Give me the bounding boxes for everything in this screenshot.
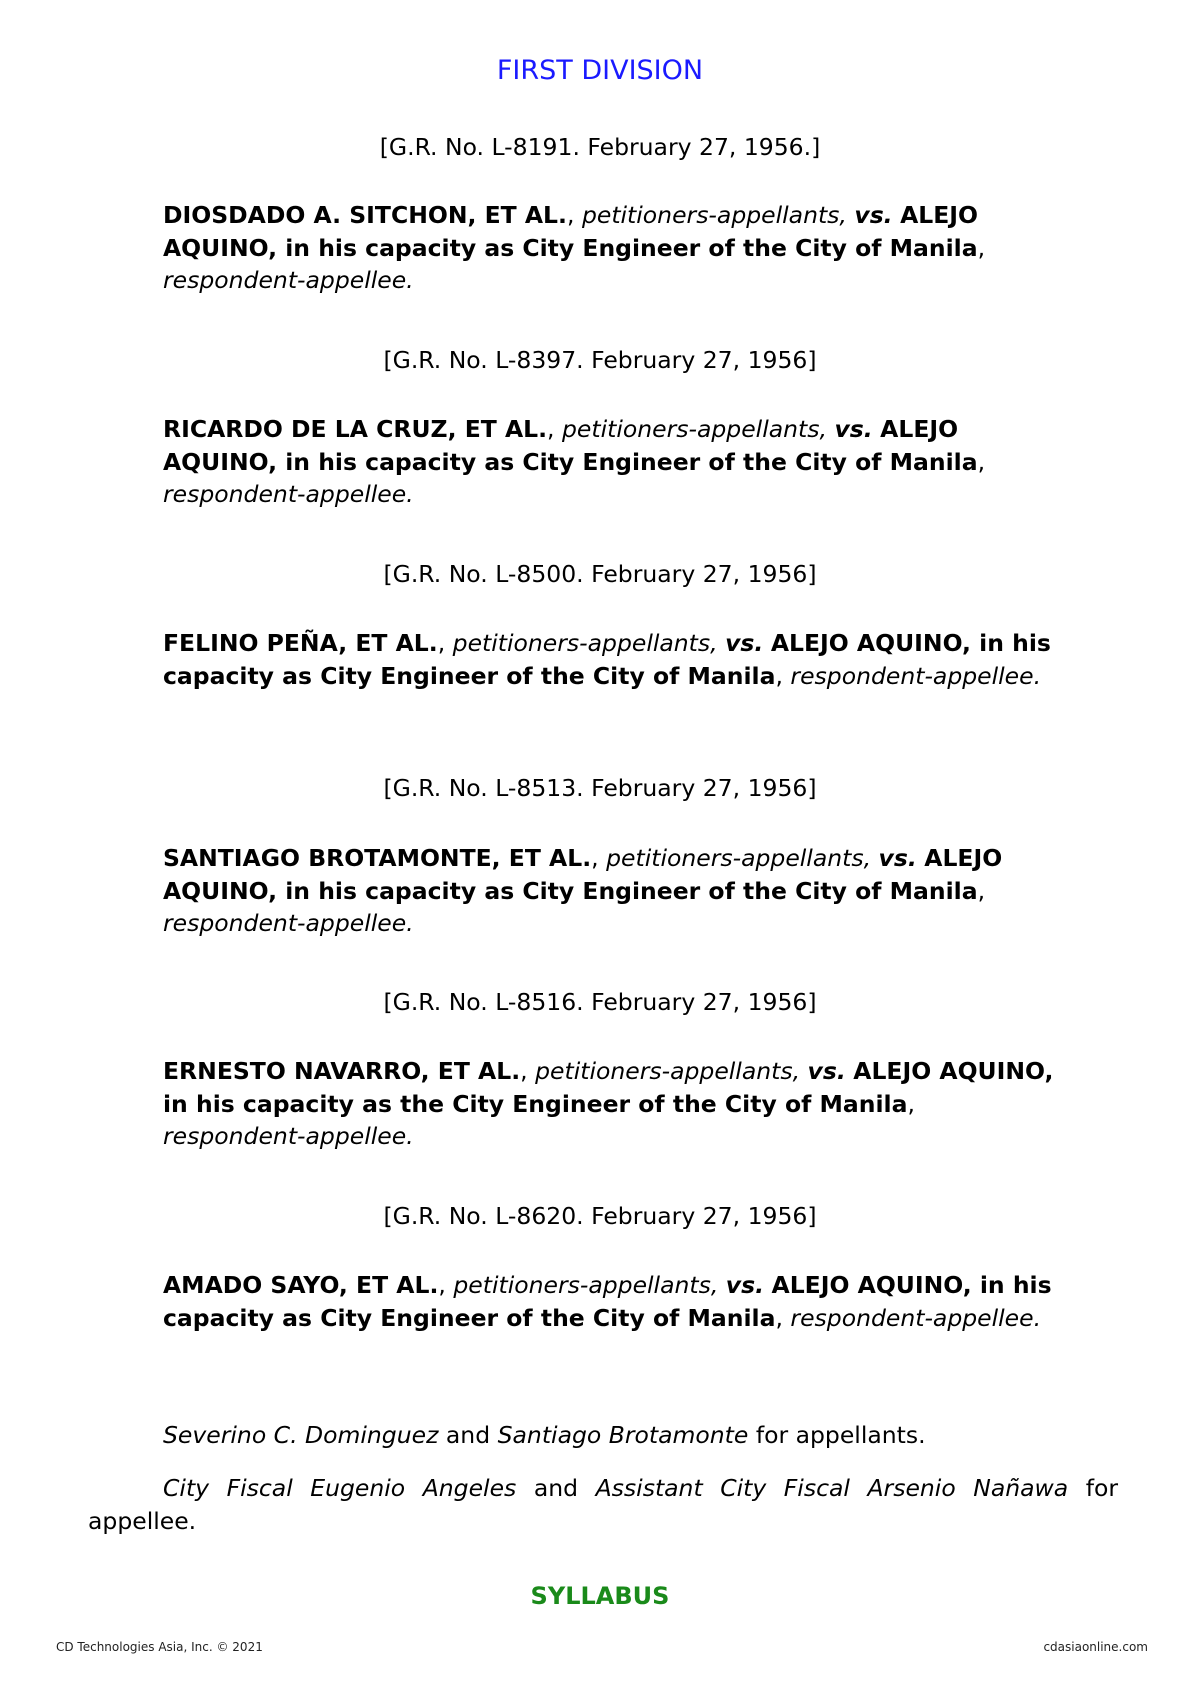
petitioner-name: AMADO SAYO, ET AL. [163, 1271, 439, 1299]
caption-comma: , [977, 233, 986, 262]
case-caption [163, 199, 1063, 297]
petitioners-role: petitioners-appellants, [452, 629, 718, 657]
respondent-name: ALEJO AQUINO, in his capacity as City Engineer of the City of Manila [163, 629, 1051, 690]
case-caption [163, 413, 1063, 511]
case-number: [G.R. No. L-8500. February 27, 1956] [383, 560, 817, 588]
versus: vs. [725, 1271, 765, 1299]
counsel-name: Severino C. Dominguez [163, 1421, 439, 1449]
respondent-role: respondent-appellee. [163, 1122, 414, 1150]
petitioners-role: petitioners-appellants, [535, 1057, 801, 1085]
counsel-conjunction: and [533, 1474, 579, 1502]
caption-comma: , [591, 844, 599, 872]
petitioner-name: DIOSDADO A. SITCHON, ET AL. [163, 201, 567, 229]
case-number: [G.R. No. L-8620. February 27, 1956] [383, 1202, 817, 1230]
petitioners-role: petitioners-appellants, [581, 201, 847, 229]
counsel-role: for appellants. [755, 1421, 926, 1449]
petitioners-role: petitioners-appellants, [606, 844, 872, 872]
versus: vs. [807, 1057, 846, 1085]
counsel-name: Santiago Brotamonte [497, 1421, 749, 1449]
respondent-name: ALEJO AQUINO, in his capacity as City Engineer of the City of Manila [163, 1271, 1052, 1332]
case-caption [163, 1269, 1063, 1334]
respondent-role: respondent-appellee. [163, 909, 414, 937]
caption-comma: , [977, 876, 986, 905]
versus: vs. [725, 629, 764, 657]
counsel-appellee [88, 1472, 1118, 1538]
footer-copyright: CD Technologies Asia, Inc. © 2021 [56, 1640, 263, 1654]
petitioners-role: petitioners-appellants, [453, 1271, 719, 1299]
respondent-name: ALEJO AQUINO, in his capacity as City Engineer of the City of Manila [163, 844, 1003, 905]
caption-comma: , [566, 201, 575, 229]
versus: vs. [878, 844, 917, 872]
respondent-role: respondent-appellee. [790, 661, 1042, 690]
versus: vs. [834, 415, 873, 443]
case-number: [G.R. No. L-8397. February 27, 1956] [383, 346, 817, 374]
respondent-role: respondent-appellee. [163, 266, 414, 294]
counsel-role: for appellee. [88, 1474, 1118, 1535]
respondent-name: ALEJO AQUINO, in his capacity as City Engineer of the City of Manila [163, 201, 979, 262]
case-number: [G.R. No. L-8516. February 27, 1956] [383, 988, 817, 1016]
caption-comma: , [775, 661, 783, 690]
petitioner-name: ERNESTO NAVARRO, ET AL. [163, 1057, 521, 1085]
petitioner-name: SANTIAGO BROTAMONTE, ET AL. [163, 844, 592, 872]
counsel-name: Assistant City Fiscal Arsenio Nañawa [595, 1474, 1069, 1502]
case-caption [163, 842, 1063, 940]
counsel-conjunction: and [445, 1421, 491, 1449]
respondent-role: respondent-appellee. [790, 1303, 1042, 1332]
case-caption [163, 1055, 1063, 1153]
counsel-name: City Fiscal Eugenio Angeles [163, 1474, 517, 1502]
caption-comma: , [438, 1271, 446, 1299]
caption-comma: , [520, 1057, 528, 1085]
division-heading: FIRST DIVISION [496, 55, 704, 86]
caption-comma: , [775, 1303, 783, 1332]
case-number: [G.R. No. L-8191. February 27, 1956.] [379, 133, 821, 161]
caption-comma: , [907, 1089, 915, 1118]
syllabus-heading: SYLLABUS [530, 1582, 670, 1610]
case-number: [G.R. No. L-8513. February 27, 1956] [383, 774, 817, 802]
footer-website: cdasiaonline.com [1043, 1640, 1148, 1654]
caption-comma: , [977, 447, 986, 476]
petitioner-name: FELINO PEÑA, ET AL. [163, 629, 438, 657]
respondent-role: respondent-appellee. [163, 480, 414, 508]
case-caption [163, 627, 1063, 692]
caption-comma: , [437, 629, 446, 657]
petitioner-name: RICARDO DE LA CRUZ, ET AL. [163, 415, 548, 443]
versus: vs. [854, 201, 893, 229]
counsel-appellants [88, 1419, 1118, 1452]
respondent-name: ALEJO AQUINO, in his capacity as the City Engineer of the City of Manila [163, 1057, 1054, 1118]
caption-comma: , [547, 415, 555, 443]
respondent-name: ALEJO AQUINO, in his capacity as City Engineer of the City of Manila [163, 415, 978, 476]
petitioners-role: petitioners-appellants, [562, 415, 827, 443]
